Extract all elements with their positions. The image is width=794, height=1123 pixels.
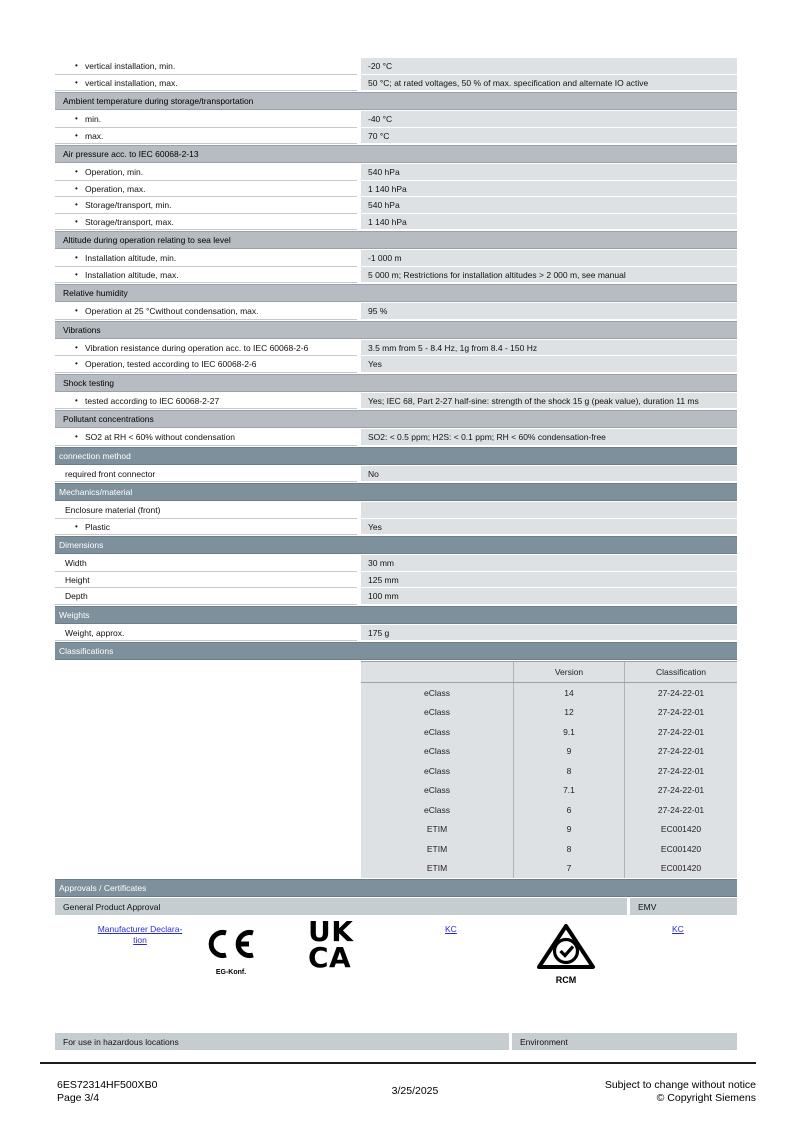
- classification-row: [361, 742, 737, 762]
- spec-label: [55, 303, 357, 320]
- spec-label: [55, 128, 357, 145]
- classification-cell: eClass: [424, 746, 450, 757]
- bullet-icon: •: [75, 61, 78, 70]
- section-subheader: Altitude during operation relating to sea level: [55, 231, 737, 249]
- classification-cell: 6: [513, 800, 624, 820]
- section-header: Weights: [55, 606, 737, 624]
- spec-label: [55, 181, 357, 198]
- footer-divider: [40, 1062, 756, 1064]
- general-product-approval-label: General Product Approval: [55, 898, 627, 915]
- classification-cell: 7.1: [513, 781, 624, 801]
- spec-value: 50 °C; at rated voltages, 50 % of max. specification and alternate IO active: [361, 75, 737, 92]
- rcm-mark-icon: [535, 922, 597, 972]
- classification-spacer: [55, 661, 361, 878]
- spec-label-text: vertical installation, min.: [85, 61, 176, 71]
- classification-row: [361, 800, 737, 820]
- spec-label: [55, 466, 357, 483]
- classification-cell: eClass: [424, 765, 450, 776]
- footer-left: [40, 1079, 340, 1105]
- classification-cell: 27-24-22-01: [624, 683, 737, 703]
- section-subheader: Relative humidity: [55, 284, 737, 302]
- spec-label: [55, 393, 357, 410]
- spec-label-text: Width: [65, 558, 87, 568]
- classification-header-cell: Version: [513, 662, 624, 682]
- classification-row: [361, 761, 737, 781]
- bullet-icon: •: [75, 130, 78, 140]
- bullet-icon: •: [75, 216, 78, 226]
- spec-row: [55, 111, 737, 128]
- classification-cell: eClass: [424, 687, 450, 698]
- spec-row: [55, 466, 737, 483]
- spec-label: [55, 502, 357, 519]
- spec-value: 1 140 hPa: [361, 214, 737, 231]
- classification-header-row: [361, 661, 737, 683]
- spec-label-text: Weight, approx.: [65, 627, 125, 638]
- classification-cell: ETIM: [426, 843, 448, 854]
- spec-label-text: Depth: [65, 591, 88, 601]
- spec-label: [55, 250, 357, 267]
- bullet-icon: •: [75, 306, 78, 315]
- spec-value: 5 000 m; Restrictions for installation altitudes > 2 000 m, see manual: [361, 267, 737, 284]
- spec-row: [55, 625, 737, 642]
- spec-label: [55, 267, 357, 284]
- spacer: [55, 1018, 737, 1032]
- environment-label: Environment: [512, 1033, 737, 1050]
- classification-cell: 14: [513, 683, 624, 703]
- bullet-icon: •: [75, 114, 78, 123]
- order-number: 6ES72314HF500XB0: [57, 1079, 158, 1091]
- spec-label-text: required front connector: [65, 468, 156, 479]
- spec-row: [55, 197, 737, 214]
- spec-value: -40 °C: [361, 111, 737, 128]
- spec-label: [55, 588, 357, 605]
- emv-label: EMV: [630, 898, 737, 915]
- spec-label-text: Operation at 25 °Cwithout condensation, max.: [85, 306, 259, 316]
- spec-value: -1 000 m: [361, 250, 737, 267]
- certificate-logos: [55, 916, 737, 1018]
- classification-grid: [361, 661, 737, 878]
- spec-label-text: Height: [65, 574, 90, 585]
- spec-label: [55, 214, 357, 231]
- spec-value: Yes; IEC 68, Part 2-27 half-sine: strength of the shock 15 g (peak value), duration 11 ms: [361, 393, 737, 410]
- hazardous-band-row: [55, 1033, 737, 1050]
- classification-header-cell: [361, 662, 513, 682]
- classification-rows: [361, 683, 737, 878]
- spec-label: [55, 75, 357, 92]
- section-subheader: Air pressure acc. to IEC 60068-2-13: [55, 145, 737, 163]
- classification-cell: eClass: [424, 726, 450, 737]
- spec-label-text: min.: [85, 114, 102, 124]
- spec-label: [55, 58, 357, 75]
- spec-label: [55, 625, 357, 642]
- spec-row: [55, 555, 737, 572]
- spec-label-text: Installation altitude, max.: [85, 269, 179, 280]
- spec-row: [55, 356, 737, 373]
- bullet-icon: •: [75, 183, 78, 193]
- spec-row: [55, 250, 737, 267]
- classification-cell: 8: [513, 839, 624, 859]
- spec-label: [55, 111, 357, 128]
- spec-label-text: Storage/transport, min.: [85, 200, 172, 210]
- spec-value: 540 hPa: [361, 164, 737, 181]
- spec-value: 540 hPa: [361, 197, 737, 214]
- spec-row: [55, 58, 737, 75]
- spec-row: [55, 214, 737, 231]
- copyright: © Copyright Siemens: [656, 1092, 756, 1104]
- ce-mark-icon: [206, 928, 256, 960]
- classification-cell: 8: [513, 761, 624, 781]
- classification-cell: ETIM: [426, 863, 448, 874]
- ce-mark: [201, 928, 261, 976]
- section-subheader: Pollutant concentrations: [55, 410, 737, 428]
- section-header: Mechanics/material: [55, 483, 737, 501]
- spec-row: [55, 75, 737, 92]
- bullet-icon: •: [75, 253, 78, 262]
- classification-cell: eClass: [424, 707, 450, 718]
- classification-cell: 27-24-22-01: [624, 800, 737, 820]
- ukca-mark: [308, 915, 354, 974]
- spec-value: 3.5 mm from 5 - 8.4 Hz, 1g from 8.4 - 150 Hz: [361, 340, 737, 357]
- classification-cell: EC001420: [624, 859, 737, 879]
- classification-cell: 27-24-22-01: [624, 703, 737, 723]
- manufacturer-declaration-link[interactable]: [61, 924, 219, 946]
- rcm-mark: [533, 922, 599, 985]
- spec-value: 30 mm: [361, 555, 737, 572]
- spec-value: 70 °C: [361, 128, 737, 145]
- bullet-icon: •: [75, 432, 78, 441]
- spec-row: [55, 588, 737, 605]
- spec-label: [55, 356, 357, 373]
- classification-row: [361, 839, 737, 859]
- spec-row: [55, 164, 737, 181]
- section-subheader: Vibrations: [55, 321, 737, 339]
- spec-label: [55, 572, 357, 589]
- spec-table: [55, 58, 737, 660]
- classification-cell: eClass: [424, 785, 450, 796]
- classification-cell: 27-24-22-01: [624, 781, 737, 801]
- spec-value: -20 °C: [361, 58, 737, 75]
- spec-row: [55, 128, 737, 145]
- footer: [40, 1079, 756, 1105]
- spec-value: 95 %: [361, 303, 737, 320]
- ce-caption: EG-Konf.: [215, 969, 247, 976]
- footer-right: [490, 1079, 756, 1105]
- classification-cell: EC001420: [624, 839, 737, 859]
- spec-label-text: SO2 at RH < 60% without condensation: [85, 432, 236, 442]
- classification-cell: 9.1: [513, 722, 624, 742]
- section-header: Classifications: [55, 642, 737, 660]
- bullet-icon: •: [75, 359, 78, 368]
- ukca-line2: CA: [308, 941, 352, 974]
- spec-value: 100 mm: [361, 588, 737, 605]
- classification-row: [361, 722, 737, 742]
- classification-cell: 27-24-22-01: [624, 742, 737, 762]
- ukca-line1: UK: [308, 915, 354, 948]
- hazardous-locations-label: For use in hazardous locations: [55, 1033, 509, 1050]
- spec-label: [55, 429, 357, 446]
- classification-table: [55, 661, 737, 878]
- section-header-approvals: Approvals / Certificates: [55, 879, 737, 897]
- spec-row: [55, 267, 737, 284]
- bullet-icon: •: [75, 342, 78, 352]
- classification-cell: EC001420: [624, 820, 737, 840]
- spec-label-text: Vibration resistance during operation acc. to IEC 60068-2-6: [85, 342, 309, 353]
- spec-label-text: Enclosure material (front): [65, 505, 161, 515]
- approvals-band-row: [55, 898, 737, 915]
- classification-cell: 9: [513, 820, 624, 840]
- spec-label: [55, 340, 357, 357]
- spec-label-text: tested according to IEC 60068-2-27: [85, 395, 220, 406]
- classification-row: [361, 683, 737, 703]
- manufacturer-declaration-line2: tion: [133, 935, 147, 945]
- spec-row: [55, 393, 737, 410]
- bullet-icon: •: [75, 200, 78, 209]
- spec-value: Yes: [361, 519, 737, 536]
- bullet-icon: •: [75, 269, 78, 279]
- classification-header-cell: Classification: [624, 662, 737, 682]
- classification-row: [361, 781, 737, 801]
- spec-label-text: max.: [85, 130, 104, 141]
- spec-row: [55, 181, 737, 198]
- spec-row: [55, 519, 737, 536]
- section-header: Dimensions: [55, 536, 737, 554]
- spec-value: Yes: [361, 356, 737, 373]
- spec-label-text: Storage/transport, max.: [85, 216, 174, 227]
- spec-value: 175 g: [361, 625, 737, 642]
- classification-row: [361, 859, 737, 879]
- spec-label-text: Operation, max.: [85, 183, 146, 194]
- kc-link-right[interactable]: KC: [672, 924, 684, 934]
- classification-cell: 27-24-22-01: [624, 722, 737, 742]
- page-content: [55, 58, 737, 1051]
- spec-value: SO2: < 0.5 ppm; H2S: < 0.1 ppm; RH < 60% condensation-free: [361, 429, 737, 446]
- kc-link-left[interactable]: KC: [445, 924, 457, 934]
- section-subheader: Ambient temperature during storage/transportation: [55, 92, 737, 110]
- classification-cell: 9: [513, 742, 624, 762]
- page-indicator: Page 3/4: [57, 1092, 100, 1104]
- classification-cell: 7: [513, 859, 624, 879]
- rcm-label: RCM: [555, 975, 577, 985]
- classification-row: [361, 820, 737, 840]
- spec-value: [361, 502, 737, 519]
- spec-label-text: vertical installation, max.: [85, 77, 178, 88]
- spec-value: 125 mm: [361, 572, 737, 589]
- spec-value: No: [361, 466, 737, 483]
- spec-label: [55, 555, 357, 572]
- spec-label: [55, 164, 357, 181]
- spec-label-text: Plastic: [85, 521, 111, 532]
- classification-cell: ETIM: [426, 824, 448, 835]
- spec-label-text: Operation, min.: [85, 167, 144, 177]
- spec-row: [55, 340, 737, 357]
- classification-cell: eClass: [424, 804, 450, 815]
- spec-row: [55, 502, 737, 519]
- bullet-icon: •: [75, 395, 78, 405]
- classification-cell: 27-24-22-01: [624, 761, 737, 781]
- manufacturer-declaration-line1: Manufacturer Declara-: [97, 924, 183, 934]
- change-notice: Subject to change without notice: [604, 1079, 756, 1091]
- bullet-icon: •: [75, 167, 78, 176]
- spec-row: [55, 303, 737, 320]
- spec-value: 1 140 hPa: [361, 181, 737, 198]
- section-subheader: Shock testing: [55, 374, 737, 392]
- spec-label-text: Installation altitude, min.: [85, 253, 177, 263]
- spec-label: [55, 519, 357, 536]
- bullet-icon: •: [75, 521, 78, 531]
- spec-label-text: Operation, tested according to IEC 60068-2-6: [85, 359, 257, 369]
- spec-row: [55, 572, 737, 589]
- classification-row: [361, 703, 737, 723]
- bullet-icon: •: [75, 77, 78, 87]
- footer-date: 3/25/2025: [391, 1085, 439, 1097]
- spec-label: [55, 197, 357, 214]
- spec-row: [55, 429, 737, 446]
- classification-cell: 12: [513, 703, 624, 723]
- section-header: connection method: [55, 447, 737, 465]
